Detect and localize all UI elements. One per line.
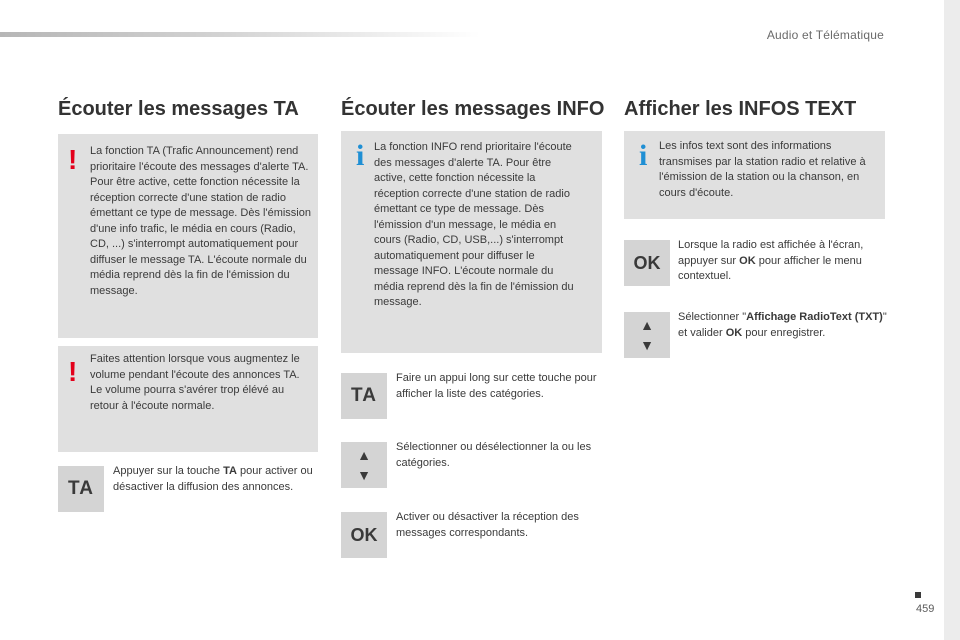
warning-box-volume xyxy=(58,346,318,452)
info-icon: i xyxy=(356,139,365,172)
ok-key-icon: OK xyxy=(341,512,387,558)
step-activate-messages: Activer ou désactiver la réception des messages correspondants. xyxy=(396,511,579,539)
up-down-key-icon xyxy=(624,312,670,358)
step-ta-toggle: Appuyer sur la touche TA pour activer ou désactiver la diffusion des annonces. xyxy=(113,465,313,493)
warning-text-volume: Faites attention lorsque vous augmentez le volume pendant l'écoute des annonces TA. Le volume pourra s'avérer trop élévé au retour à l'écoute normale. xyxy=(90,353,300,412)
info-box-info xyxy=(341,131,602,353)
info-text-info: La fonction INFO rend prioritaire l'écoute des messages d'alerte TA. Pour être active, cette fonction nécessite la réception correcte d'une station de radio émettant ce type de message. Dès l'émission d'un message, le média en cours (Radio, CD, USB,...) s'interrompt automatiquement pour diffuser le message INFO. L'écoute normale du média reprend dès la fin de l'émission du message. xyxy=(374,141,574,308)
step-radiotext: Sélectionner "Affichage RadioText (TXT)" et valider OK pour enregistrer. xyxy=(678,311,887,339)
arrow-down-icon: ▼ xyxy=(640,337,654,353)
up-down-key-icon xyxy=(341,442,387,488)
ta-key-icon: TA xyxy=(341,373,387,419)
header-rule xyxy=(0,32,480,37)
column-title-infos-text: Afficher les INFOS TEXT xyxy=(624,98,857,120)
ok-key-icon: OK xyxy=(624,240,670,286)
warning-icon: ! xyxy=(68,144,78,175)
info-text-infos: Les infos text sont des informations transmises par la station radio et relative à l'émission de la station ou la chanson, en cours d'écoute. xyxy=(659,140,866,199)
warning-icon: ! xyxy=(68,356,78,387)
step-long-press: Faire un appui long sur cette touche pour afficher la liste des catégories. xyxy=(396,372,597,400)
page-number: 459 xyxy=(916,603,935,615)
arrow-down-icon: ▼ xyxy=(357,467,371,483)
page-marker xyxy=(915,592,921,598)
step-select-categories: Sélectionner ou désélectionner la ou les catégories. xyxy=(396,441,592,469)
column-title-ta: Écouter les messages TA xyxy=(58,98,299,120)
arrow-up-icon: ▲ xyxy=(357,447,371,463)
page-edge-strip xyxy=(944,0,960,640)
column-title-info: Écouter les messages INFO xyxy=(341,98,605,120)
step-context-menu: Lorsque la radio est affichée à l'écran, appuyer sur OK pour afficher le menu contextuel. xyxy=(678,239,864,282)
warning-text-ta: La fonction TA (Trafic Announcement) rend prioritaire l'écoute des messages d'alerte TA. Pour être active, cette fonction nécessite la réception correcte d'une station de radio émettant ce type de message. Dès l'émission d'une info trafic, le média en cours (Radio, CD, ...) s'interrompt automatiquement pour diffuser le message TA. L'écoute normale du média reprend dès la fin de l'émission du message. xyxy=(90,145,311,297)
arrow-up-icon: ▲ xyxy=(640,317,654,333)
info-box-text xyxy=(624,131,885,219)
section-label: Audio et Télématique xyxy=(766,28,884,42)
ta-key-icon: TA xyxy=(58,466,104,512)
info-icon: i xyxy=(639,139,648,172)
warning-box-ta xyxy=(58,134,318,338)
